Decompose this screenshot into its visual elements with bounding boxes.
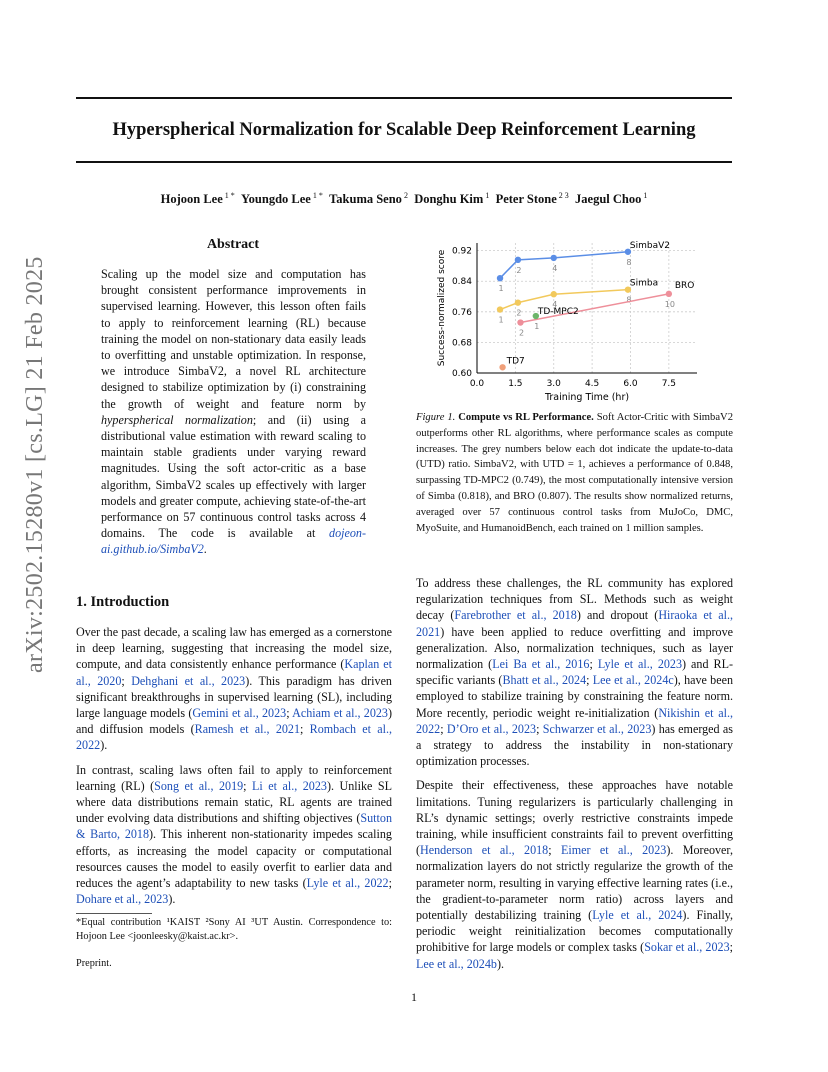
author-name: Jaegul Choo	[575, 192, 642, 207]
author-affiliation: 1 *	[310, 191, 323, 200]
figure-caption-text: Soft Actor-Critic with SimbaV2 outperforms other RL algorithms, where performance scales as compute increases. The grey numbers below each dot indicate the update-to-data (UTD) ratio. SimbaV2, with UTD = 1, achieves a performance of 0.848, surpassing TD-MPC2 (0.749), the most computationally intensive version of Simba (0.818), and BRO (0.807). The results show normalized returns, averaged over 57 continuous control tasks from MuJoCo, DMC, MyoSuite, and HumanoidBench, each trained on 1 million samples.	[416, 412, 733, 534]
page-number: 1	[411, 990, 417, 1004]
paragraph-text: To address these challenges, the RL community has explored regularization techniques from SL. Methods such as weight decay (	[416, 576, 733, 623]
data-point	[497, 306, 503, 312]
code-link[interactable]: dojeon-ai.github.io/SimbaV2	[101, 526, 366, 557]
paragraph-text: ;	[300, 722, 310, 737]
section-heading-introduction: 1. Introduction	[76, 594, 170, 610]
utd-label: 10	[664, 299, 675, 309]
citation-link[interactable]: Nikishin et al., 2022	[416, 705, 734, 736]
x-tick-label: 3.0	[546, 379, 561, 389]
paragraph-text: ;	[586, 673, 593, 688]
citation-link[interactable]: Sokar et al., 2023	[644, 940, 730, 955]
paragraph-text: ;	[286, 706, 293, 721]
series-label: BRO	[674, 280, 695, 291]
paragraph-text: ), have been employed to stabilize training by constraining the feature norm. More recently, periodic weight re-initialization (	[416, 673, 733, 720]
paragraph-text: ;	[440, 721, 447, 736]
compute-vs-performance-chart	[430, 235, 720, 405]
x-tick-label: 6.0	[623, 379, 638, 389]
data-point	[497, 275, 503, 281]
y-tick-label: 0.76	[451, 307, 472, 318]
paragraph-text: ;	[243, 778, 253, 793]
utd-label: 4	[552, 300, 558, 310]
y-axis-label: Success-normalized score	[437, 249, 447, 367]
series-label: SimbaV2	[629, 240, 671, 251]
citation-link[interactable]: Farebrother et al., 2018	[454, 608, 577, 623]
data-point	[551, 255, 557, 261]
paper-title: Hyperspherical Normalization for Scalable Deep Reinforcement Learning	[112, 120, 696, 140]
paragraph	[416, 777, 733, 971]
paragraph-text: Over the past decade, a scaling law has emerged as a cornerstone in deep learning, suggesting that increasing the model size, compute, and data consistently enhance performance (	[76, 625, 392, 672]
paragraph-text: ). Unlike SL where data distributions remain static, RL agents are trained under evolving data distributions and shifting objectives (	[76, 778, 392, 826]
y-tick-label: 0.92	[451, 246, 472, 257]
citation-link[interactable]: Dehghani et al., 2023	[131, 673, 246, 688]
utd-label: 2	[518, 328, 525, 338]
citation-link[interactable]: Bhatt et al., 2024	[502, 673, 587, 688]
right-column-text	[416, 575, 733, 980]
data-point	[515, 299, 521, 305]
author-list	[76, 191, 732, 207]
utd-label: 2	[516, 308, 522, 318]
data-point	[551, 291, 557, 297]
paragraph	[76, 762, 392, 908]
x-tick-label: 0.0	[469, 379, 485, 389]
left-column-text	[76, 624, 392, 915]
data-point	[517, 319, 523, 325]
paragraph	[416, 575, 733, 769]
abstract-heading: Abstract	[206, 237, 260, 252]
citation-link[interactable]: Sutton & Barto, 2018	[76, 811, 392, 842]
citation-link[interactable]: Lyle et al., 2022	[306, 876, 389, 891]
arxiv-stamp: arXiv:2502.15280v1 [cs.LG] 21 Feb 2025	[22, 256, 48, 673]
paragraph-text: ;	[548, 843, 561, 858]
author-name: Takuma Seno	[329, 192, 402, 207]
abstract-body	[101, 266, 366, 558]
series-label: Simba	[629, 278, 659, 289]
data-point	[515, 257, 521, 263]
top-rule	[76, 97, 732, 99]
data-point	[499, 364, 505, 370]
abstract-emphasis: hyperspherical normalization	[101, 412, 253, 427]
y-tick-label: 0.68	[451, 338, 472, 349]
utd-label: 8	[626, 257, 632, 267]
utd-label: 8	[626, 295, 632, 305]
abstract-text-1: Scaling up the model size and computation has brought consistent performance improvements in supervised learning. However, this lesson often fails to apply to reinforcement learning (RL) because training the model on non-stationary data easily leads to overfitting and unstable optimization. In response, we introduce SimbaV2, a novel RL architecture designed to stabilize optimization by (i) constraining the growth of weight and feature norm by	[101, 267, 366, 411]
citation-link[interactable]: Henderson et al., 2018	[420, 843, 549, 858]
paragraph-text: ).	[168, 892, 176, 907]
paragraph-text: ;	[121, 673, 132, 688]
paragraph-text: ;	[536, 721, 543, 736]
abstract-text-2: ; and (ii) using a distributional value estimation with reward scaling to maintain stable gradients under varying reward magnitudes. Using the soft actor-critic as a base algorithm, SimbaV2 scales up effectively with larger models and greater compute, achieving state-of-the-art performance on 57 continuous control tasks across 4 domains. The code is available at	[101, 412, 367, 541]
paragraph-text: ;	[388, 876, 392, 891]
utd-label: 4	[552, 263, 558, 273]
x-tick-label: 4.5	[584, 379, 600, 389]
data-point	[666, 291, 672, 297]
citation-link[interactable]: Dohare et al., 2023	[76, 892, 169, 907]
citation-link[interactable]: Gemini et al., 2023	[192, 706, 287, 721]
x-tick-label: 1.5	[508, 379, 523, 389]
footnote: *Equal contribution ¹KAIST ²Sony AI ³UT Austin. Correspondence to: Hojoon Lee <joonleesky@kaist.ac.kr>.	[76, 917, 392, 942]
series-label: TD-MPC2	[537, 307, 579, 318]
paragraph-text: ). This paradigm has driven significant breakthroughs in supervised learning (SL), including large language models (	[76, 673, 392, 721]
figure-caption-title: Compute vs RL Performance.	[458, 412, 594, 423]
x-axis-label: Training Time (hr)	[544, 392, 630, 403]
citation-link[interactable]: Li et al., 2023	[252, 778, 327, 793]
utd-label: 1	[498, 284, 504, 294]
author-affiliation: 2	[401, 191, 408, 200]
author-name: Youngdo Lee	[241, 192, 311, 207]
footnote-rule	[76, 913, 152, 914]
paragraph-text: ) and RL-specific variants (	[416, 657, 733, 688]
title-rule	[76, 161, 732, 163]
citation-link[interactable]: Lee et al., 2024c	[592, 673, 674, 688]
author-affiliation: 1 *	[222, 191, 235, 200]
citation-link[interactable]: Ramesh et al., 2021	[194, 722, 301, 737]
paragraph-text: ) and diffusion models (	[76, 706, 392, 737]
author-name: Donghu Kim	[414, 192, 484, 207]
paragraph	[76, 624, 392, 754]
paragraph-text: ).	[100, 738, 108, 753]
citation-link[interactable]: Achiam et al., 2023	[292, 706, 388, 721]
citation-link[interactable]: Eimer et al., 2023	[560, 843, 667, 858]
paragraph-text: ) have been applied to reduce overfitting and improve generalization. Also, normalization techniques, such as layer normalization (	[416, 624, 733, 672]
paragraph-text: ;	[589, 657, 598, 672]
author-name: Hojoon Lee	[160, 192, 223, 207]
series-label: TD7	[506, 356, 525, 367]
citation-link[interactable]: Lyle et al., 2024	[592, 908, 683, 923]
abstract-text-3: .	[203, 542, 207, 557]
figure-caption	[416, 410, 733, 536]
citation-link[interactable]: Lee et al., 2024b	[416, 956, 497, 971]
paragraph-text: ;	[729, 940, 733, 955]
citation-link[interactable]: Kaplan et al., 2020	[76, 657, 392, 688]
author-affiliation: 1	[641, 191, 648, 200]
paragraph-text: Despite their effectiveness, these approaches have notable limitations. Tuning regularizers is particularly challenging in RL’s dynamic settings; overly restrictive constraints impede training, while insufficient constraints fail to prevent overfitting (	[416, 778, 733, 858]
utd-label: 1	[498, 315, 504, 325]
paragraph-text: In contrast, scaling laws often fail to apply to reinforcement learning (RL) (	[76, 762, 392, 793]
paragraph-text: ). Finally, periodic weight reinitialization becomes computationally prohibitive for large models or complex tasks (	[416, 908, 733, 955]
paragraph-text: ) and dropout (	[576, 608, 659, 623]
citation-link[interactable]: Lei Ba et al., 2016	[492, 657, 590, 672]
author-affiliation: 2 3	[556, 191, 569, 200]
paragraph-text: ). This inherent non-stationarity impedes scaling efforts, as increasing the model capacity or computational resources causes the model to easily overfit to earlier data and reduces the agent’s adaptability to new tasks (	[76, 827, 392, 891]
paragraph-text: ).	[496, 956, 504, 971]
x-tick-label: 7.5	[661, 379, 677, 389]
preprint-note: Preprint.	[76, 958, 112, 969]
author-affiliation: 1	[483, 191, 490, 200]
y-tick-label: 0.60	[451, 369, 472, 379]
utd-label: 2	[516, 265, 522, 275]
utd-label: 1	[534, 322, 540, 332]
citation-link[interactable]: Lyle et al., 2023	[597, 657, 683, 672]
figure-label: Figure 1.	[416, 412, 456, 423]
y-tick-label: 0.84	[451, 277, 472, 288]
citation-link[interactable]: Schwarzer et al., 2023	[542, 721, 652, 736]
paragraph-text: ). Moreover, normalization layers do not strictly regularize the growth of the parameter norm, resulting in varying effective learning rates (i.e., the gradient-to-parameter norm ratio) across layers and potentially destabilizing training (	[416, 843, 733, 923]
author-name: Peter Stone	[495, 192, 557, 207]
citation-link[interactable]: Rombach et al., 2022	[76, 722, 392, 753]
citation-link[interactable]: Hiraoka et al., 2021	[416, 608, 733, 639]
paragraph-text: ) has emerged as a strategy to address the instability in non-stationary optimization processes.	[416, 721, 733, 769]
citation-link[interactable]: Song et al., 2019	[154, 778, 244, 793]
citation-link[interactable]: D’Oro et al., 2023	[446, 721, 537, 736]
